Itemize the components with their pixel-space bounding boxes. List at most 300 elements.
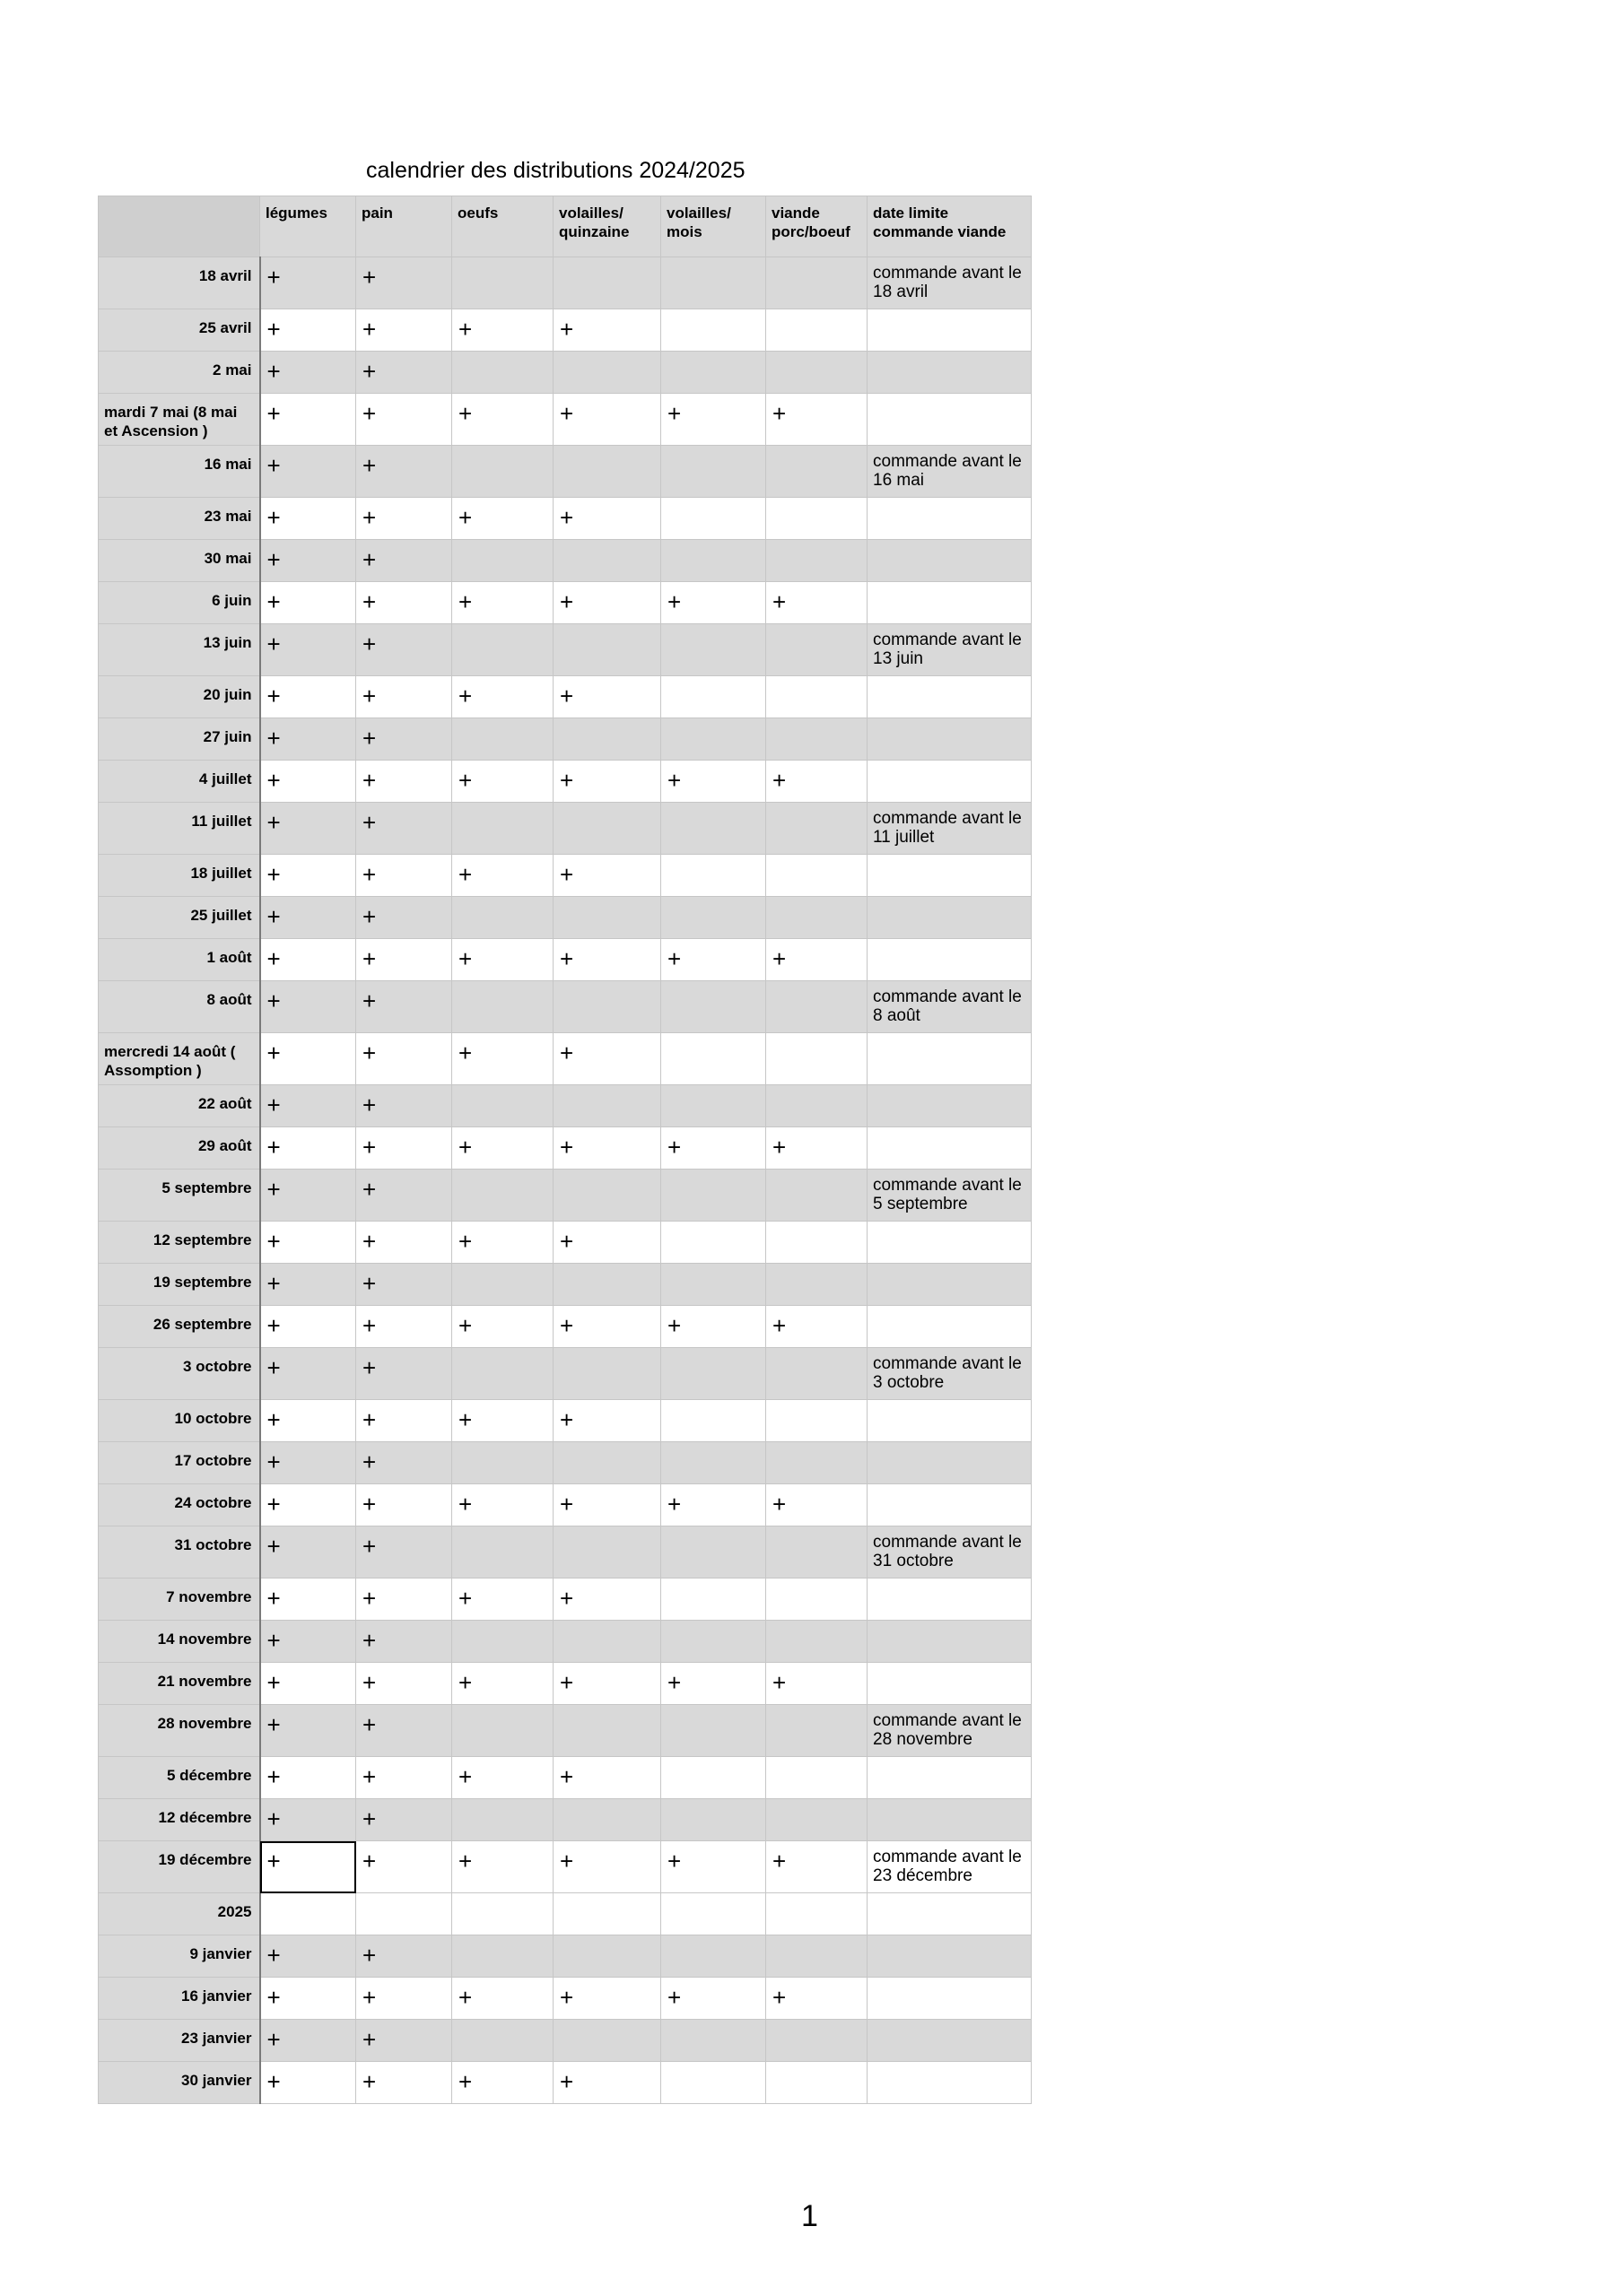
mark-cell[interactable]: + bbox=[356, 1978, 452, 2020]
deadline-note-cell[interactable] bbox=[868, 1222, 1032, 1264]
deadline-note-cell[interactable] bbox=[868, 1264, 1032, 1306]
mark-cell[interactable] bbox=[554, 981, 661, 1033]
mark-cell[interactable] bbox=[452, 718, 554, 761]
mark-cell[interactable] bbox=[554, 1348, 661, 1400]
mark-cell[interactable]: + bbox=[554, 309, 661, 352]
mark-cell[interactable] bbox=[766, 1170, 868, 1222]
deadline-note-cell[interactable] bbox=[868, 1442, 1032, 1484]
mark-cell[interactable] bbox=[554, 1085, 661, 1127]
date-cell[interactable]: 27 juin bbox=[99, 718, 260, 761]
mark-cell[interactable]: + bbox=[260, 803, 356, 855]
deadline-note-cell[interactable]: commande avant le 3 octobre bbox=[868, 1348, 1032, 1400]
date-cell[interactable]: 30 mai bbox=[99, 540, 260, 582]
deadline-note-cell[interactable]: commande avant le 31 octobre bbox=[868, 1526, 1032, 1578]
mark-cell[interactable]: + bbox=[554, 1033, 661, 1085]
mark-cell[interactable] bbox=[661, 897, 766, 939]
mark-cell[interactable]: + bbox=[356, 1442, 452, 1484]
mark-cell[interactable] bbox=[661, 1033, 766, 1085]
mark-cell[interactable] bbox=[661, 1705, 766, 1757]
mark-cell[interactable] bbox=[452, 540, 554, 582]
date-cell[interactable]: 16 mai bbox=[99, 446, 260, 498]
mark-cell[interactable]: + bbox=[260, 1306, 356, 1348]
deadline-note-cell[interactable] bbox=[868, 1978, 1032, 2020]
mark-cell[interactable]: + bbox=[452, 761, 554, 803]
mark-cell[interactable] bbox=[766, 1348, 868, 1400]
mark-cell[interactable]: + bbox=[260, 1621, 356, 1663]
mark-cell[interactable]: + bbox=[766, 394, 868, 446]
mark-cell[interactable] bbox=[452, 1085, 554, 1127]
mark-cell[interactable]: + bbox=[356, 2020, 452, 2062]
mark-cell[interactable]: + bbox=[661, 1306, 766, 1348]
mark-cell[interactable]: + bbox=[766, 939, 868, 981]
mark-cell[interactable] bbox=[766, 1757, 868, 1799]
mark-cell[interactable]: + bbox=[260, 939, 356, 981]
mark-cell[interactable] bbox=[661, 855, 766, 897]
mark-cell[interactable] bbox=[766, 1400, 868, 1442]
mark-cell[interactable] bbox=[661, 1085, 766, 1127]
mark-cell[interactable] bbox=[766, 897, 868, 939]
mark-cell[interactable] bbox=[554, 1893, 661, 1935]
mark-cell[interactable] bbox=[554, 624, 661, 676]
mark-cell[interactable]: + bbox=[554, 761, 661, 803]
mark-cell[interactable]: + bbox=[260, 1757, 356, 1799]
header-cell-pain[interactable]: pain bbox=[356, 196, 452, 257]
mark-cell[interactable]: + bbox=[260, 1578, 356, 1621]
mark-cell[interactable]: + bbox=[356, 582, 452, 624]
mark-cell[interactable]: + bbox=[766, 582, 868, 624]
mark-cell[interactable]: + bbox=[260, 1841, 356, 1893]
mark-cell[interactable]: + bbox=[356, 394, 452, 446]
deadline-note-cell[interactable]: commande avant le 28 novembre bbox=[868, 1705, 1032, 1757]
deadline-note-cell[interactable] bbox=[868, 2020, 1032, 2062]
date-cell[interactable]: 31 octobre bbox=[99, 1526, 260, 1578]
mark-cell[interactable]: + bbox=[356, 1306, 452, 1348]
mark-cell[interactable] bbox=[766, 981, 868, 1033]
mark-cell[interactable] bbox=[766, 446, 868, 498]
mark-cell[interactable]: + bbox=[554, 676, 661, 718]
mark-cell[interactable] bbox=[661, 2062, 766, 2104]
mark-cell[interactable]: + bbox=[260, 1264, 356, 1306]
mark-cell[interactable]: + bbox=[452, 1127, 554, 1170]
deadline-note-cell[interactable] bbox=[868, 1306, 1032, 1348]
mark-cell[interactable]: + bbox=[356, 1621, 452, 1663]
mark-cell[interactable] bbox=[766, 1578, 868, 1621]
date-cell[interactable]: 12 septembre bbox=[99, 1222, 260, 1264]
date-cell[interactable]: 23 janvier bbox=[99, 2020, 260, 2062]
date-cell[interactable]: 13 juin bbox=[99, 624, 260, 676]
mark-cell[interactable] bbox=[554, 718, 661, 761]
date-cell[interactable]: 1 août bbox=[99, 939, 260, 981]
date-cell[interactable]: 19 décembre bbox=[99, 1841, 260, 1893]
date-cell[interactable]: 18 juillet bbox=[99, 855, 260, 897]
mark-cell[interactable]: + bbox=[766, 1484, 868, 1526]
mark-cell[interactable]: + bbox=[356, 540, 452, 582]
mark-cell[interactable] bbox=[661, 1578, 766, 1621]
deadline-note-cell[interactable] bbox=[868, 352, 1032, 394]
mark-cell[interactable]: + bbox=[260, 1222, 356, 1264]
mark-cell[interactable]: + bbox=[356, 1222, 452, 1264]
mark-cell[interactable] bbox=[766, 352, 868, 394]
deadline-note-cell[interactable]: commande avant le 16 mai bbox=[868, 446, 1032, 498]
date-cell[interactable]: mardi 7 mai (8 mai et Ascension ) bbox=[99, 394, 260, 446]
mark-cell[interactable] bbox=[554, 540, 661, 582]
mark-cell[interactable]: + bbox=[356, 1663, 452, 1705]
deadline-note-cell[interactable] bbox=[868, 582, 1032, 624]
mark-cell[interactable] bbox=[554, 446, 661, 498]
deadline-note-cell[interactable] bbox=[868, 540, 1032, 582]
date-cell[interactable]: 19 septembre bbox=[99, 1264, 260, 1306]
mark-cell[interactable]: + bbox=[452, 1578, 554, 1621]
mark-cell[interactable] bbox=[554, 1621, 661, 1663]
mark-cell[interactable] bbox=[356, 1893, 452, 1935]
mark-cell[interactable]: + bbox=[661, 1484, 766, 1526]
mark-cell[interactable]: + bbox=[661, 1978, 766, 2020]
mark-cell[interactable] bbox=[766, 1085, 868, 1127]
mark-cell[interactable]: + bbox=[356, 855, 452, 897]
header-cell-corner[interactable] bbox=[99, 196, 260, 257]
mark-cell[interactable]: + bbox=[554, 394, 661, 446]
mark-cell[interactable]: + bbox=[356, 718, 452, 761]
mark-cell[interactable] bbox=[766, 2020, 868, 2062]
deadline-note-cell[interactable]: commande avant le 8 août bbox=[868, 981, 1032, 1033]
mark-cell[interactable]: + bbox=[260, 761, 356, 803]
deadline-note-cell[interactable] bbox=[868, 718, 1032, 761]
mark-cell[interactable]: + bbox=[260, 718, 356, 761]
mark-cell[interactable] bbox=[452, 1935, 554, 1978]
mark-cell[interactable] bbox=[661, 257, 766, 309]
mark-cell[interactable] bbox=[452, 352, 554, 394]
mark-cell[interactable] bbox=[766, 1705, 868, 1757]
header-cell-oeufs[interactable]: oeufs bbox=[452, 196, 554, 257]
mark-cell[interactable]: + bbox=[260, 352, 356, 394]
mark-cell[interactable]: + bbox=[452, 1222, 554, 1264]
mark-cell[interactable]: + bbox=[554, 1484, 661, 1526]
date-cell[interactable]: 10 octobre bbox=[99, 1400, 260, 1442]
mark-cell[interactable]: + bbox=[356, 939, 452, 981]
mark-cell[interactable]: + bbox=[452, 855, 554, 897]
mark-cell[interactable] bbox=[260, 1893, 356, 1935]
deadline-note-cell[interactable] bbox=[868, 498, 1032, 540]
mark-cell[interactable]: + bbox=[356, 309, 452, 352]
mark-cell[interactable]: + bbox=[554, 1306, 661, 1348]
mark-cell[interactable]: + bbox=[260, 1799, 356, 1841]
mark-cell[interactable]: + bbox=[452, 1757, 554, 1799]
mark-cell[interactable]: + bbox=[260, 1348, 356, 1400]
mark-cell[interactable]: + bbox=[452, 1841, 554, 1893]
deadline-note-cell[interactable] bbox=[868, 2062, 1032, 2104]
mark-cell[interactable]: + bbox=[766, 1978, 868, 2020]
mark-cell[interactable]: + bbox=[260, 1400, 356, 1442]
mark-cell[interactable]: + bbox=[766, 761, 868, 803]
date-cell[interactable]: 26 septembre bbox=[99, 1306, 260, 1348]
mark-cell[interactable]: + bbox=[260, 1127, 356, 1170]
mark-cell[interactable]: + bbox=[260, 446, 356, 498]
mark-cell[interactable]: + bbox=[356, 761, 452, 803]
mark-cell[interactable]: + bbox=[452, 1484, 554, 1526]
mark-cell[interactable]: + bbox=[260, 1526, 356, 1578]
mark-cell[interactable]: + bbox=[554, 498, 661, 540]
deadline-note-cell[interactable] bbox=[868, 1033, 1032, 1085]
mark-cell[interactable]: + bbox=[356, 1348, 452, 1400]
date-cell[interactable]: 4 juillet bbox=[99, 761, 260, 803]
mark-cell[interactable] bbox=[661, 1222, 766, 1264]
mark-cell[interactable] bbox=[452, 1170, 554, 1222]
mark-cell[interactable]: + bbox=[260, 1978, 356, 2020]
deadline-note-cell[interactable] bbox=[868, 1621, 1032, 1663]
mark-cell[interactable]: + bbox=[554, 1663, 661, 1705]
date-cell[interactable]: 20 juin bbox=[99, 676, 260, 718]
mark-cell[interactable] bbox=[452, 803, 554, 855]
mark-cell[interactable]: + bbox=[356, 1578, 452, 1621]
mark-cell[interactable] bbox=[661, 309, 766, 352]
mark-cell[interactable]: + bbox=[260, 624, 356, 676]
mark-cell[interactable] bbox=[661, 676, 766, 718]
mark-cell[interactable]: + bbox=[356, 624, 452, 676]
mark-cell[interactable]: + bbox=[260, 1170, 356, 1222]
mark-cell[interactable] bbox=[766, 1893, 868, 1935]
mark-cell[interactable]: + bbox=[260, 498, 356, 540]
mark-cell[interactable]: + bbox=[661, 761, 766, 803]
mark-cell[interactable]: + bbox=[661, 1841, 766, 1893]
date-cell[interactable]: 7 novembre bbox=[99, 1578, 260, 1621]
mark-cell[interactable] bbox=[661, 1526, 766, 1578]
mark-cell[interactable]: + bbox=[766, 1841, 868, 1893]
deadline-note-cell[interactable] bbox=[868, 1578, 1032, 1621]
mark-cell[interactable]: + bbox=[356, 446, 452, 498]
mark-cell[interactable] bbox=[661, 1400, 766, 1442]
mark-cell[interactable]: + bbox=[356, 1799, 452, 1841]
header-cell-legumes[interactable]: légumes bbox=[260, 196, 356, 257]
date-cell[interactable]: 8 août bbox=[99, 981, 260, 1033]
deadline-note-cell[interactable]: commande avant le 11 juillet bbox=[868, 803, 1032, 855]
mark-cell[interactable] bbox=[661, 1893, 766, 1935]
date-cell[interactable]: mercredi 14 août ( Assomption ) bbox=[99, 1033, 260, 1085]
date-cell[interactable]: 2025 bbox=[99, 1893, 260, 1935]
deadline-note-cell[interactable] bbox=[868, 676, 1032, 718]
mark-cell[interactable] bbox=[766, 1442, 868, 1484]
mark-cell[interactable] bbox=[661, 1264, 766, 1306]
mark-cell[interactable]: + bbox=[356, 1085, 452, 1127]
mark-cell[interactable]: + bbox=[554, 1978, 661, 2020]
mark-cell[interactable] bbox=[766, 718, 868, 761]
mark-cell[interactable] bbox=[452, 897, 554, 939]
mark-cell[interactable]: + bbox=[356, 897, 452, 939]
mark-cell[interactable]: + bbox=[452, 309, 554, 352]
mark-cell[interactable]: + bbox=[260, 582, 356, 624]
mark-cell[interactable]: + bbox=[260, 2020, 356, 2062]
mark-cell[interactable] bbox=[766, 540, 868, 582]
deadline-note-cell[interactable]: commande avant le 23 décembre bbox=[868, 1841, 1032, 1893]
mark-cell[interactable]: + bbox=[260, 394, 356, 446]
mark-cell[interactable]: + bbox=[356, 1705, 452, 1757]
date-cell[interactable]: 25 juillet bbox=[99, 897, 260, 939]
mark-cell[interactable]: + bbox=[260, 855, 356, 897]
mark-cell[interactable]: + bbox=[260, 1705, 356, 1757]
date-cell[interactable]: 30 janvier bbox=[99, 2062, 260, 2104]
mark-cell[interactable]: + bbox=[260, 1033, 356, 1085]
mark-cell[interactable]: + bbox=[554, 1757, 661, 1799]
mark-cell[interactable] bbox=[554, 803, 661, 855]
mark-cell[interactable] bbox=[452, 1348, 554, 1400]
mark-cell[interactable] bbox=[766, 257, 868, 309]
mark-cell[interactable] bbox=[452, 1893, 554, 1935]
mark-cell[interactable]: + bbox=[661, 939, 766, 981]
mark-cell[interactable]: + bbox=[356, 981, 452, 1033]
mark-cell[interactable] bbox=[766, 1935, 868, 1978]
mark-cell[interactable]: + bbox=[260, 1935, 356, 1978]
deadline-note-cell[interactable]: commande avant le 18 avril bbox=[868, 257, 1032, 309]
mark-cell[interactable] bbox=[766, 309, 868, 352]
mark-cell[interactable] bbox=[766, 855, 868, 897]
mark-cell[interactable] bbox=[661, 1621, 766, 1663]
deadline-note-cell[interactable] bbox=[868, 1757, 1032, 1799]
mark-cell[interactable] bbox=[766, 624, 868, 676]
mark-cell[interactable]: + bbox=[452, 2062, 554, 2104]
date-cell[interactable]: 2 mai bbox=[99, 352, 260, 394]
mark-cell[interactable] bbox=[661, 446, 766, 498]
mark-cell[interactable]: + bbox=[260, 676, 356, 718]
mark-cell[interactable] bbox=[661, 1442, 766, 1484]
header-cell-volailles-mois[interactable]: volailles/ mois bbox=[661, 196, 766, 257]
mark-cell[interactable]: + bbox=[661, 1127, 766, 1170]
mark-cell[interactable] bbox=[452, 981, 554, 1033]
mark-cell[interactable]: + bbox=[356, 1033, 452, 1085]
mark-cell[interactable]: + bbox=[260, 1663, 356, 1705]
mark-cell[interactable]: + bbox=[554, 1841, 661, 1893]
mark-cell[interactable]: + bbox=[554, 855, 661, 897]
date-cell[interactable]: 16 janvier bbox=[99, 1978, 260, 2020]
mark-cell[interactable]: + bbox=[452, 394, 554, 446]
mark-cell[interactable]: + bbox=[356, 1127, 452, 1170]
mark-cell[interactable] bbox=[554, 1705, 661, 1757]
mark-cell[interactable] bbox=[452, 1264, 554, 1306]
mark-cell[interactable] bbox=[766, 2062, 868, 2104]
mark-cell[interactable]: + bbox=[260, 897, 356, 939]
mark-cell[interactable]: + bbox=[356, 1526, 452, 1578]
mark-cell[interactable] bbox=[661, 1935, 766, 1978]
mark-cell[interactable]: + bbox=[260, 1442, 356, 1484]
mark-cell[interactable] bbox=[452, 1621, 554, 1663]
mark-cell[interactable] bbox=[661, 1799, 766, 1841]
date-cell[interactable]: 17 octobre bbox=[99, 1442, 260, 1484]
mark-cell[interactable] bbox=[452, 257, 554, 309]
mark-cell[interactable]: + bbox=[452, 676, 554, 718]
mark-cell[interactable] bbox=[554, 257, 661, 309]
mark-cell[interactable]: + bbox=[356, 257, 452, 309]
mark-cell[interactable]: + bbox=[554, 1127, 661, 1170]
date-cell[interactable]: 3 octobre bbox=[99, 1348, 260, 1400]
deadline-note-cell[interactable] bbox=[868, 1085, 1032, 1127]
deadline-note-cell[interactable] bbox=[868, 1484, 1032, 1526]
mark-cell[interactable]: + bbox=[260, 540, 356, 582]
mark-cell[interactable] bbox=[452, 2020, 554, 2062]
mark-cell[interactable]: + bbox=[452, 582, 554, 624]
date-cell[interactable]: 5 décembre bbox=[99, 1757, 260, 1799]
mark-cell[interactable] bbox=[554, 1526, 661, 1578]
mark-cell[interactable]: + bbox=[661, 394, 766, 446]
mark-cell[interactable] bbox=[661, 1170, 766, 1222]
date-cell[interactable]: 21 novembre bbox=[99, 1663, 260, 1705]
mark-cell[interactable] bbox=[766, 1033, 868, 1085]
mark-cell[interactable] bbox=[766, 803, 868, 855]
deadline-note-cell[interactable] bbox=[868, 394, 1032, 446]
mark-cell[interactable]: + bbox=[452, 1978, 554, 2020]
mark-cell[interactable]: + bbox=[356, 1400, 452, 1442]
mark-cell[interactable]: + bbox=[260, 309, 356, 352]
date-cell[interactable]: 5 septembre bbox=[99, 1170, 260, 1222]
mark-cell[interactable]: + bbox=[260, 2062, 356, 2104]
mark-cell[interactable]: + bbox=[452, 1033, 554, 1085]
mark-cell[interactable]: + bbox=[554, 2062, 661, 2104]
mark-cell[interactable] bbox=[661, 803, 766, 855]
mark-cell[interactable]: + bbox=[356, 1757, 452, 1799]
mark-cell[interactable]: + bbox=[356, 2062, 452, 2104]
mark-cell[interactable]: + bbox=[356, 1484, 452, 1526]
mark-cell[interactable]: + bbox=[554, 1400, 661, 1442]
mark-cell[interactable]: + bbox=[260, 981, 356, 1033]
mark-cell[interactable] bbox=[554, 1170, 661, 1222]
mark-cell[interactable]: + bbox=[766, 1663, 868, 1705]
mark-cell[interactable]: + bbox=[356, 352, 452, 394]
mark-cell[interactable] bbox=[452, 624, 554, 676]
date-cell[interactable]: 24 octobre bbox=[99, 1484, 260, 1526]
mark-cell[interactable] bbox=[554, 1264, 661, 1306]
date-cell[interactable]: 6 juin bbox=[99, 582, 260, 624]
mark-cell[interactable]: + bbox=[260, 1484, 356, 1526]
header-cell-viande[interactable]: viande porc/boeuf bbox=[766, 196, 868, 257]
deadline-note-cell[interactable] bbox=[868, 939, 1032, 981]
mark-cell[interactable]: + bbox=[554, 582, 661, 624]
mark-cell[interactable] bbox=[554, 2020, 661, 2062]
date-cell[interactable]: 29 août bbox=[99, 1127, 260, 1170]
deadline-note-cell[interactable]: commande avant le 13 juin bbox=[868, 624, 1032, 676]
mark-cell[interactable] bbox=[661, 1348, 766, 1400]
mark-cell[interactable]: + bbox=[356, 1170, 452, 1222]
mark-cell[interactable] bbox=[554, 1442, 661, 1484]
mark-cell[interactable] bbox=[452, 1442, 554, 1484]
mark-cell[interactable]: + bbox=[260, 257, 356, 309]
deadline-note-cell[interactable] bbox=[868, 855, 1032, 897]
mark-cell[interactable] bbox=[554, 1935, 661, 1978]
mark-cell[interactable] bbox=[661, 2020, 766, 2062]
date-cell[interactable]: 9 janvier bbox=[99, 1935, 260, 1978]
mark-cell[interactable] bbox=[766, 1799, 868, 1841]
mark-cell[interactable]: + bbox=[554, 939, 661, 981]
mark-cell[interactable] bbox=[766, 1264, 868, 1306]
deadline-note-cell[interactable] bbox=[868, 897, 1032, 939]
mark-cell[interactable]: + bbox=[554, 1578, 661, 1621]
date-cell[interactable]: 18 avril bbox=[99, 257, 260, 309]
mark-cell[interactable] bbox=[661, 498, 766, 540]
deadline-note-cell[interactable] bbox=[868, 761, 1032, 803]
deadline-note-cell[interactable] bbox=[868, 1893, 1032, 1935]
mark-cell[interactable] bbox=[766, 1222, 868, 1264]
mark-cell[interactable]: + bbox=[766, 1127, 868, 1170]
mark-cell[interactable]: + bbox=[356, 498, 452, 540]
date-cell[interactable]: 23 mai bbox=[99, 498, 260, 540]
mark-cell[interactable]: + bbox=[452, 1400, 554, 1442]
mark-cell[interactable]: + bbox=[452, 939, 554, 981]
mark-cell[interactable]: + bbox=[452, 1663, 554, 1705]
mark-cell[interactable]: + bbox=[452, 1306, 554, 1348]
mark-cell[interactable] bbox=[766, 498, 868, 540]
mark-cell[interactable] bbox=[452, 1799, 554, 1841]
date-cell[interactable]: 28 novembre bbox=[99, 1705, 260, 1757]
mark-cell[interactable] bbox=[452, 1705, 554, 1757]
mark-cell[interactable] bbox=[554, 1799, 661, 1841]
mark-cell[interactable] bbox=[766, 1621, 868, 1663]
mark-cell[interactable] bbox=[766, 676, 868, 718]
